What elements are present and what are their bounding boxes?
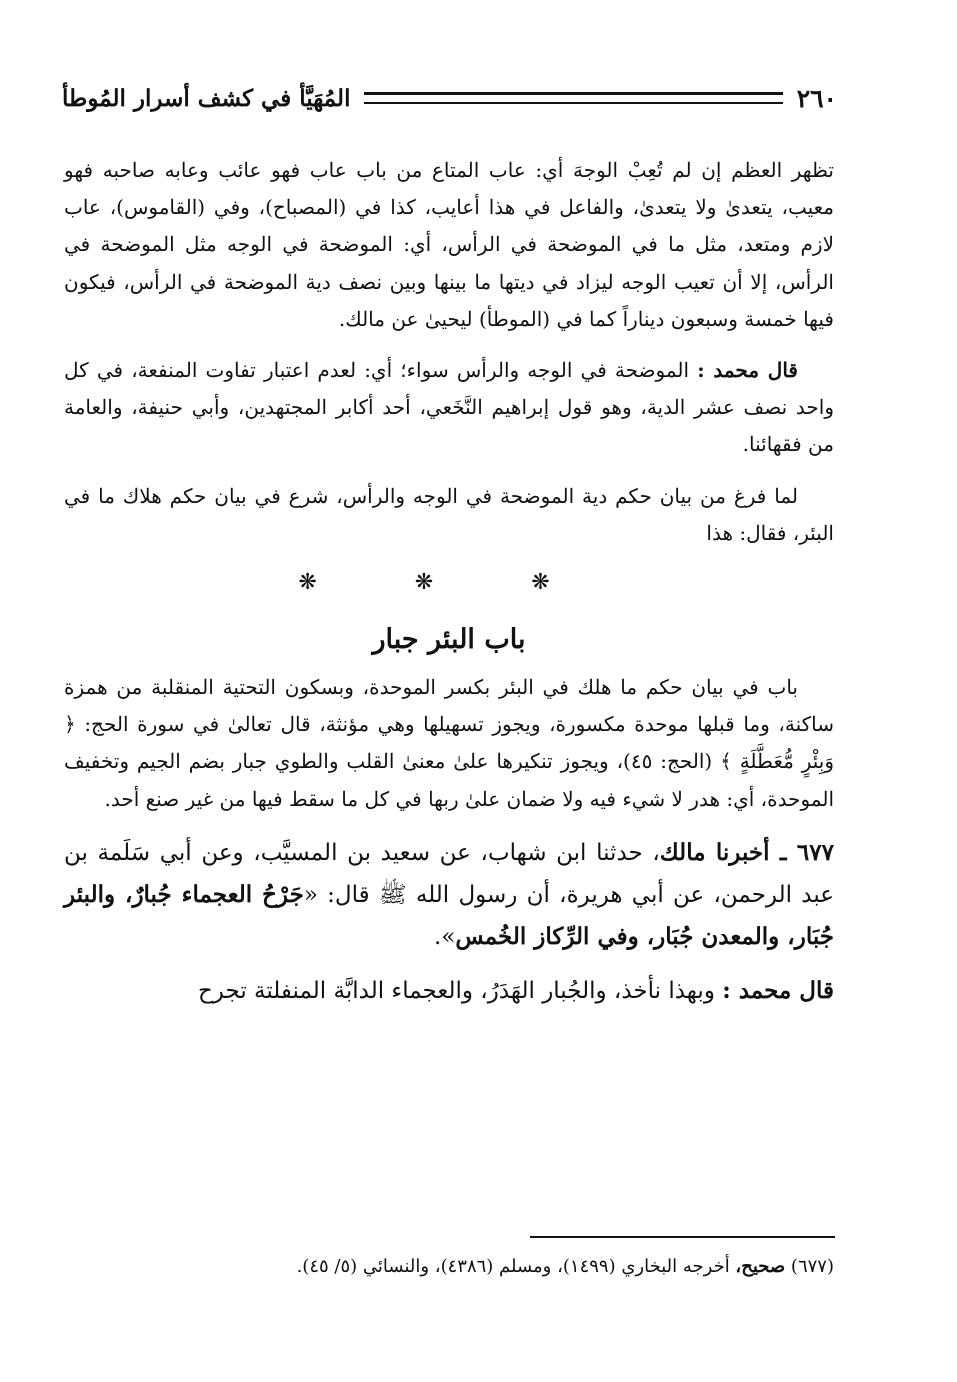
separator-star-icon: ❋: [531, 570, 600, 596]
hadith-677: [64, 832, 834, 958]
chapter-title: باب البئر جبار: [372, 624, 526, 656]
page-number: ٢٦٠: [796, 83, 837, 113]
footnote-ref: (٦٧٧): [790, 1256, 834, 1277]
hadith-close: ».: [434, 923, 456, 950]
header-rule: [364, 92, 782, 104]
running-header: [62, 78, 837, 118]
qala-muhammad-label: قال محمد :: [697, 358, 798, 383]
separator-star-icon: ❋: [298, 570, 367, 596]
commentary-paragraph-1: تظهر العظم إن لم تُعِبْ الوجهَ أي: عاب المتاع من باب عاب فهو عائب وعابه صاحبه فهو معيب، يتعدىٰ ولا يتعدىٰ، والفاعل في هذا أعايب، كذا في (المصباح)، وفي (القاموس)، عاب لازم ومتعد، مثل ما في الموضحة في الرأس، أي: الموضحة في الوجه مثل الموضحة في الرأس، إلا أن تعيب الوجه ليزاد في ديتها ما بينها وبين نصف دية الموضحة في الرأس، فيكون فيها خمسة وسبعون ديناراً كما في (الموطأ) ليحيىٰ عن مالك.: [64, 158, 834, 331]
section-separator: [64, 570, 834, 595]
commentary-paragraph-2-text: الموضحة في الوجه والرأس سواء؛ أي: لعدم اعتبار تفاوت المنفعة، في كل واحد نصف عشر الدية، وهو قول إبراهيم النَّخَعي، أحد أكابر المجتهدين، وأبي حنيفة، والعامة من فقهائنا.: [64, 358, 834, 457]
hadith-number-lead: ٦٧٧ ـ أخبرنا مالك: [659, 838, 834, 866]
footnote-text: أخرجه البخاري (١٤٩٩)، ومسلم (٤٣٨٦)، والنسائي (٥/ ٤٥).: [296, 1256, 736, 1277]
chapter-intro-paragraph: باب في بيان حكم ما هلك في البئر بكسر الموحدة، وبسكون التحتية المنقلبة من همزة ساكنة، وما قبلها موحدة مكسورة، ويجوز تسهيلها وهي مؤنثة، قال تعالىٰ في سورة الحج: ﴿ وَبِئْرٍ مُّعَطَّلَةٍ ﴾ (الحج: ٤٥)، ويجوز تنكيرها علىٰ معنىٰ القلب والطوي جبار بضم الجيم وتخفيف الموحدة، أي: هدر لا شيء فيه ولا ضمان علىٰ ربها في كل ما سقط فيها من غير صنع أحد.: [64, 675, 834, 811]
commentary-paragraph-4-text: وبهذا نأخذ، والجُبار الهَدَرُ، والعجماء الدابَّة المنفلتة تجرح: [197, 977, 723, 1004]
footnote-grade: صحيح،: [735, 1256, 786, 1277]
footnote-rule: [530, 1236, 835, 1238]
footnote: [64, 1252, 834, 1282]
hadith-chain: ، حدثنا ابن شهاب، عن سعيد بن المسيَّب، وعن أبي سَلَمة بن عبد الرحمن، عن أبي هريرة، أن رسول الله ﷺ قال: «: [64, 839, 835, 908]
separator-star-icon: ❋: [414, 570, 484, 596]
hadith-text: جَرْحُ العجماء جُبارٌ، والبئر جُبَار، والمعدن جُبَار، وفي الرِّكاز الخُمس: [64, 880, 834, 950]
running-title: المُهَيَّأ في كشف أسرار المُوطأ: [62, 84, 351, 112]
commentary-paragraph-4: [64, 970, 834, 1012]
commentary-paragraph-3: لما فرغ من بيان حكم دية الموضحة في الوجه والرأس، شرع في بيان حكم هلاك ما في البئر، فقال: هذا: [64, 483, 834, 545]
commentary-paragraph-2: [64, 352, 834, 464]
page-body: [64, 152, 834, 1012]
qala-muhammad-label: قال محمد :: [722, 976, 834, 1004]
